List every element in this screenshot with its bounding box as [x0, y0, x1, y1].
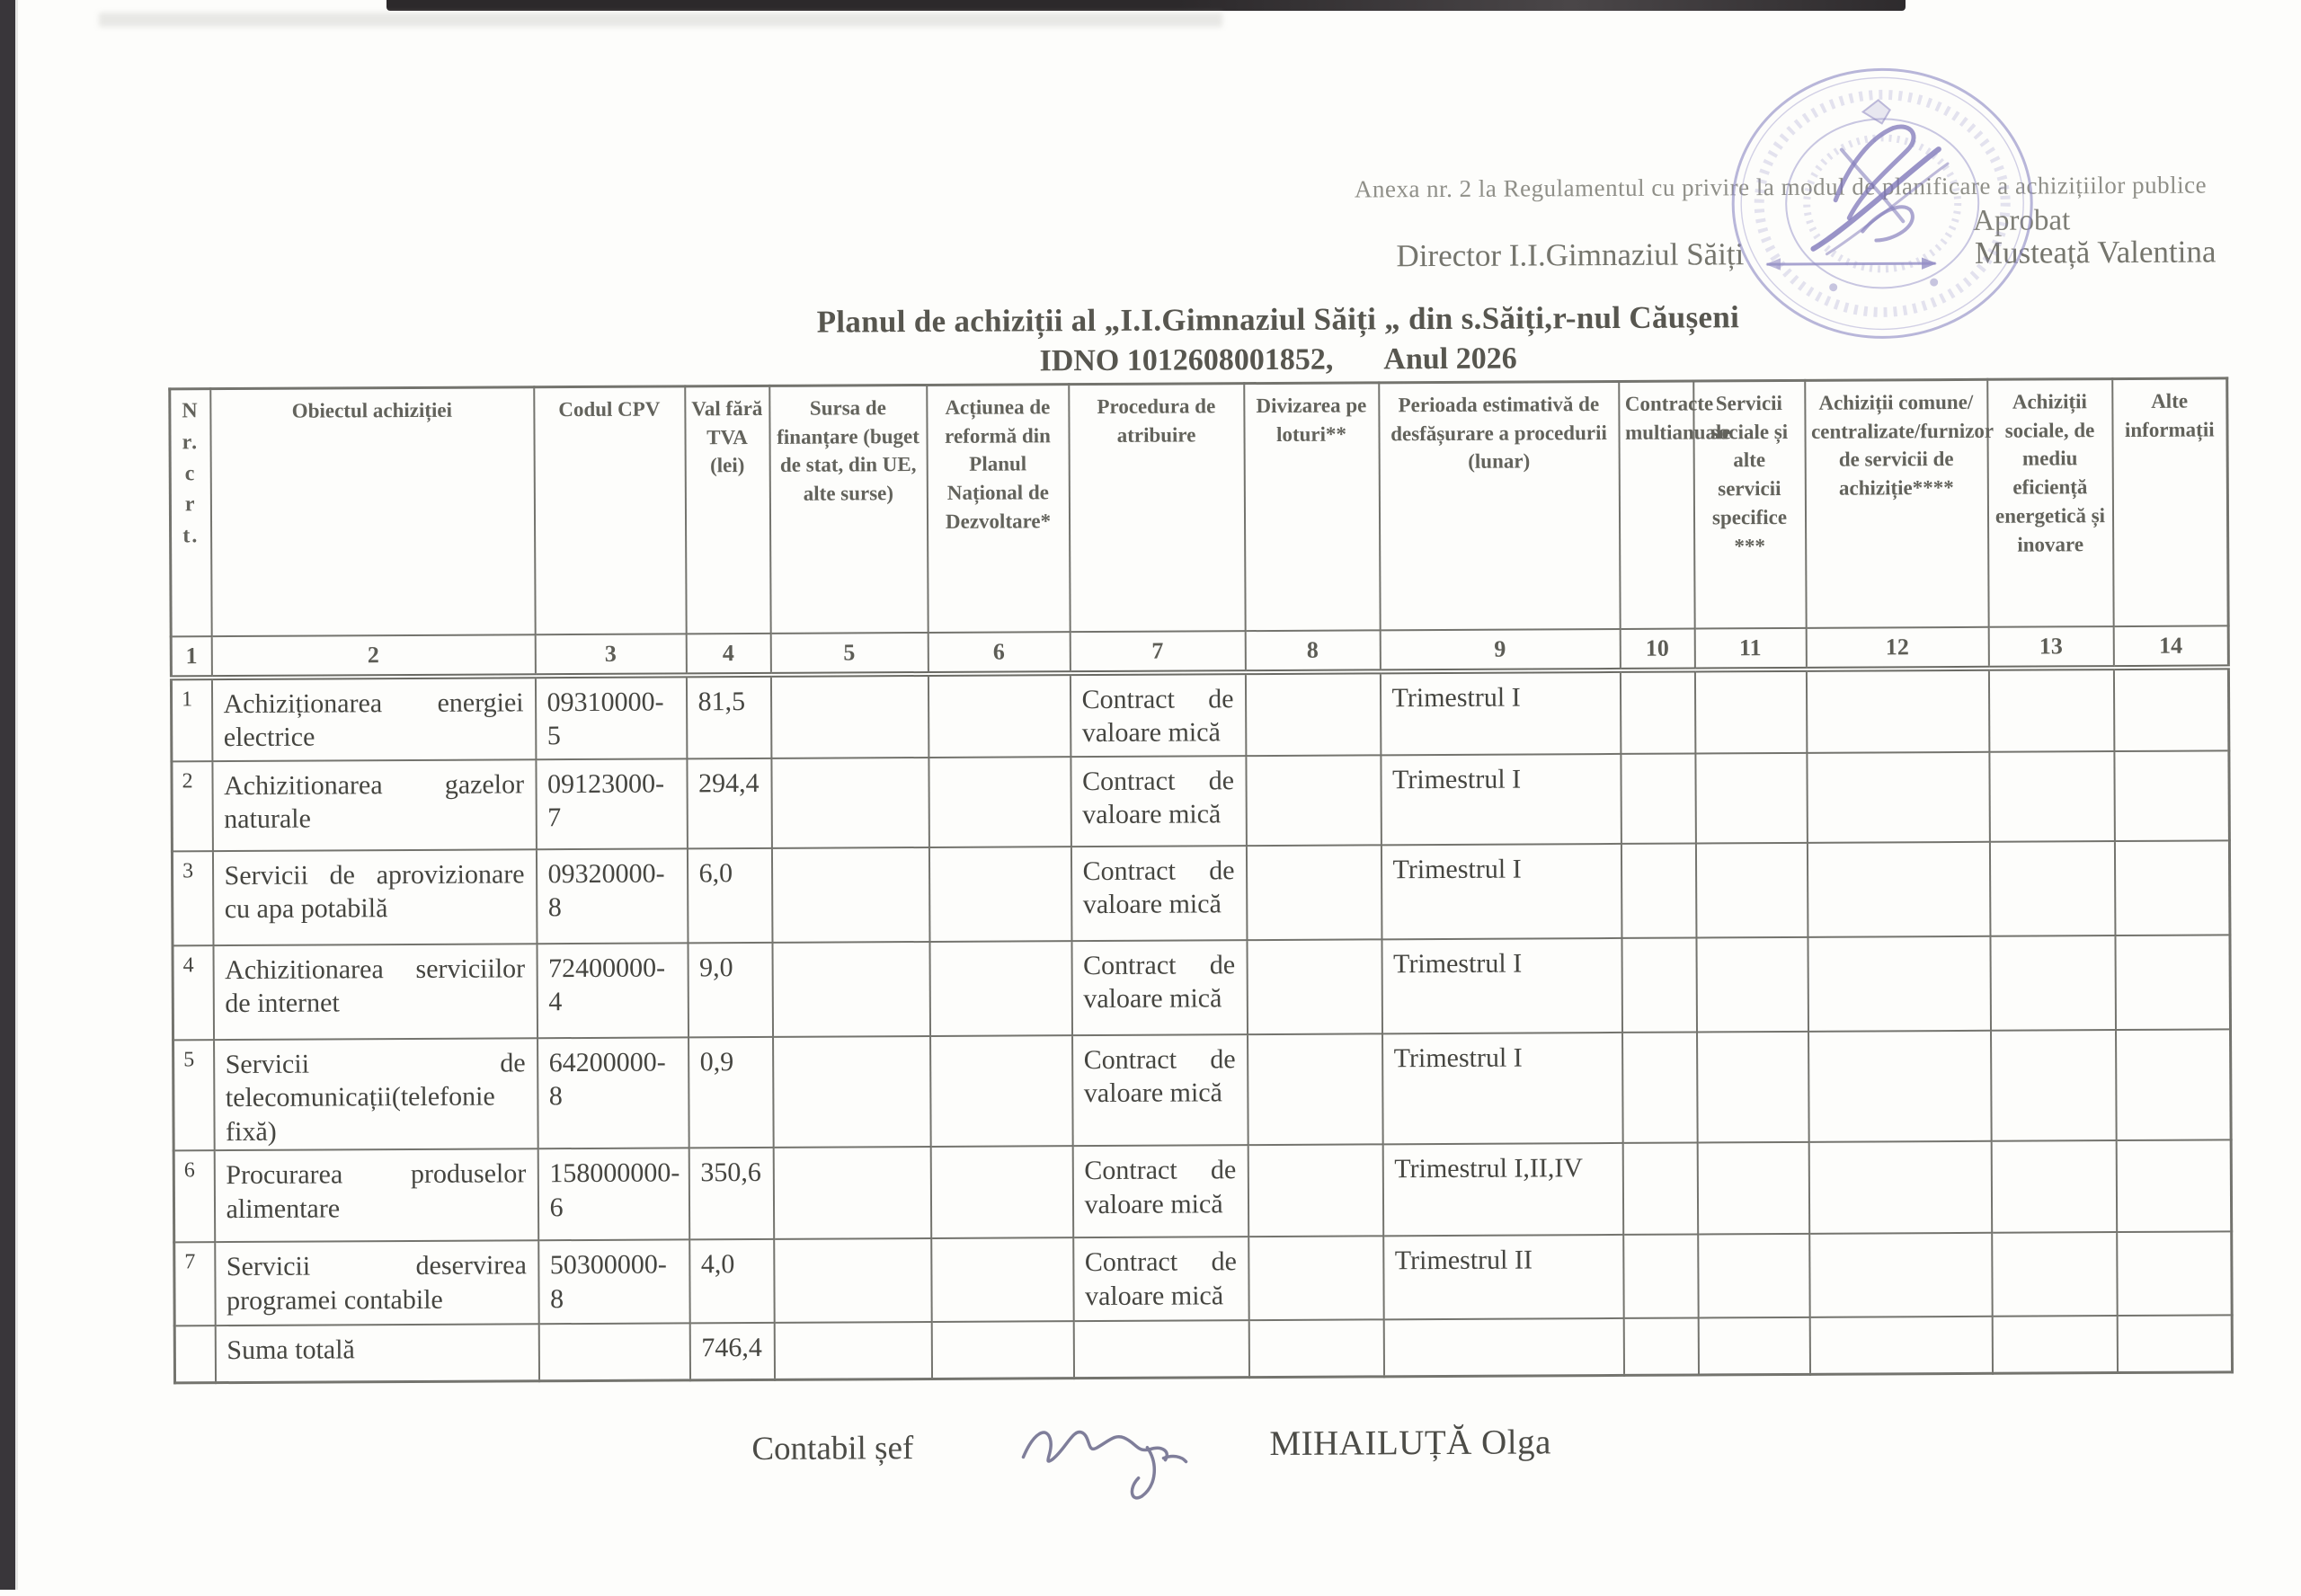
cell-nr: 4	[173, 945, 214, 1040]
col-number: 11	[1694, 627, 1806, 669]
cell-perioada: Trimestrul I	[1381, 937, 1622, 1033]
cell-cpv	[538, 1323, 689, 1381]
cell-actiune	[928, 847, 1071, 942]
cell-achizitii-comune	[1809, 1233, 1992, 1317]
cell-achizitii-comune	[1808, 935, 1991, 1031]
cell-nr: 5	[173, 1040, 215, 1151]
cell-servicii-sociale	[1695, 752, 1808, 843]
cell-contracte	[1623, 1234, 1698, 1317]
col-number: 3	[535, 634, 686, 676]
cell-perioada: Trimestrul I,II,IV	[1382, 1143, 1623, 1236]
cell-alte	[2117, 1315, 2232, 1373]
col-number: 13	[1988, 626, 2113, 669]
cell-sursa	[773, 1035, 931, 1147]
cell-obiect: Servicii de aprovizionare cu apa potabilă	[212, 849, 537, 945]
cell-actiune	[931, 1237, 1073, 1322]
director-name: Musteață Valentina	[1974, 234, 2217, 270]
cell-nr: 6	[173, 1150, 215, 1242]
accountant-signature	[1012, 1391, 1193, 1509]
table-row	[173, 1029, 2232, 1150]
cell-procedura	[1073, 1320, 1248, 1379]
cell-servicii-sociale	[1697, 1142, 1809, 1235]
cell-contracte	[1622, 1032, 1698, 1143]
document-title	[289, 297, 2267, 383]
cell-procedura: Contract de valoare mică	[1072, 1034, 1248, 1146]
cell-total-val: 746,4	[689, 1323, 774, 1380]
table-header-row	[170, 378, 2228, 636]
col-number: 14	[2113, 625, 2228, 668]
title-idno: IDNO 1012608001852,	[1039, 342, 1334, 378]
cell-procedura: Contract de valoare mică	[1070, 672, 1245, 757]
table-row	[171, 667, 2228, 761]
cell-obiect: Achiziționarea energiei electrice	[211, 676, 535, 761]
cell-divizare	[1248, 1236, 1383, 1320]
title-year: Anul 2026	[1383, 341, 1517, 377]
cell-achizitii-comune	[1807, 841, 1990, 936]
cell-perioada: Trimestrul II	[1383, 1235, 1623, 1319]
cell-actiune	[930, 1146, 1073, 1238]
cell-procedura: Contract de valoare mică	[1073, 1237, 1248, 1321]
title-line-2	[289, 338, 2267, 383]
cell-servicii-sociale	[1696, 936, 1808, 1032]
col-number: 12	[1806, 626, 1988, 669]
cell-alte	[2116, 1139, 2232, 1232]
cell-procedura: Contract de valoare mică	[1071, 846, 1247, 941]
cell-val: 0,9	[689, 1036, 774, 1148]
cell-sursa	[774, 1322, 931, 1380]
cell-alte	[2114, 750, 2230, 841]
cell-divizare	[1246, 755, 1381, 846]
cell-achizitii-comune	[1808, 1030, 1992, 1141]
cell-val: 350,6	[689, 1148, 774, 1239]
cell-contracte	[1621, 753, 1696, 843]
cell-cpv: 09310000-5	[535, 675, 686, 759]
cell-achizitii-sociale	[1990, 935, 2116, 1031]
anexa-note: Anexa nr. 2 la Regulamentul cu privire la modul de planificare a achizițiilor publice	[1354, 171, 2208, 203]
cell-val: 4,0	[689, 1239, 774, 1323]
cell-cpv: 09320000-8	[536, 848, 688, 944]
cell-nr: 3	[172, 851, 213, 945]
col-number: 5	[770, 632, 928, 674]
cell-actiune	[929, 941, 1072, 1036]
cell-achizitii-sociale	[1989, 751, 2115, 842]
table-row	[173, 935, 2231, 1040]
col-header-contracte: Contracte multianuale	[1619, 381, 1694, 628]
cell-achizitii-sociale	[1992, 1316, 2117, 1374]
table-row	[172, 750, 2229, 851]
table-row	[174, 1231, 2232, 1326]
cell-cpv: 158000000-6	[537, 1148, 689, 1240]
col-header-procedura: Procedura de atribuire	[1069, 384, 1245, 632]
cell-val: 6,0	[687, 847, 772, 942]
col-number: 4	[686, 633, 770, 674]
cell-divizare	[1246, 845, 1381, 940]
cell-cpv: 64200000-8	[537, 1037, 689, 1148]
cell-total-label: Suma totală	[215, 1324, 538, 1383]
col-header-val: Val fără TVA (lei)	[685, 386, 770, 633]
cell-actiune	[930, 1035, 1073, 1147]
cell-alte	[2115, 935, 2231, 1030]
cell-sursa	[770, 673, 928, 758]
cell-procedura: Contract de valoare mică	[1071, 940, 1248, 1035]
title-line-1: Planul de achiziții al „I.I.Gimnaziul Săiți „ din s.Săiți,r-nul Căușeni	[816, 299, 1740, 340]
cell-servicii-sociale	[1698, 1234, 1809, 1318]
cell-sursa	[772, 941, 930, 1036]
col-number: 10	[1620, 628, 1694, 669]
cell-achizitii-sociale	[1988, 668, 2113, 752]
col-header-sursa: Sursa de finanțare (buget de stat, din UE, alte surse)	[769, 385, 928, 633]
cell-servicii-sociale	[1698, 1317, 1809, 1376]
col-number: 9	[1380, 628, 1620, 670]
cell-obiect: Achizitionarea gazelor naturale	[212, 759, 537, 851]
col-header-perioada: Perioada estimativă de desfășurare a procedurii (lunar)	[1379, 381, 1620, 629]
cell-achizitii-sociale	[1991, 1030, 2117, 1141]
cell-alte	[2113, 667, 2228, 751]
col-number: 1	[171, 636, 211, 678]
col-number: 7	[1070, 631, 1245, 673]
cell-val: 294,4	[687, 758, 772, 847]
cell-divizare	[1248, 1319, 1383, 1378]
cell-obiect: Procurarea produselor alimentare	[214, 1148, 538, 1242]
cell-divizare	[1247, 939, 1382, 1034]
cell-servicii-sociale	[1697, 1031, 1809, 1142]
col-number: 2	[211, 634, 535, 678]
cell-alte	[2114, 840, 2230, 935]
cell-perioada: Trimestrul I	[1380, 669, 1620, 754]
accountant-name: MIHAILUȚĂ Olga	[1269, 1423, 1552, 1463]
cell-achizitii-sociale	[1992, 1232, 2117, 1317]
table-row	[173, 1139, 2232, 1242]
col-header-actiune: Acțiunea de reformă din Planul Național de Dezvoltare*	[927, 385, 1070, 633]
cell-sursa	[773, 1147, 931, 1239]
cell-perioada: Trimestrul I	[1382, 1032, 1623, 1144]
cell-divizare	[1245, 671, 1380, 756]
cell-sursa	[771, 847, 929, 942]
cell-actiune	[928, 757, 1071, 847]
cell-perioada: Trimestrul I	[1381, 843, 1621, 938]
col-number: 8	[1245, 630, 1380, 672]
procurement-plan-table	[168, 377, 2234, 1384]
cell-alte	[2116, 1029, 2232, 1140]
cell-achizitii-comune	[1807, 751, 1990, 842]
cell-obiect: Achizitionarea serviciilor de internet	[213, 944, 537, 1040]
cell-achizitii-sociale	[1989, 841, 2115, 936]
cell-divizare	[1248, 1144, 1383, 1237]
cell-nr: 7	[174, 1242, 215, 1326]
cell-val: 9,0	[688, 942, 773, 1036]
director-title: Director I.I.Gimnaziul Săiți	[1396, 236, 1745, 274]
col-header-achizitii-sociale: Achiziții sociale, de mediu eficiență energetică și inovare	[1987, 379, 2113, 627]
cell-perioada: Trimestrul I	[1381, 753, 1621, 844]
cell-actiune	[931, 1321, 1073, 1379]
cell-divizare	[1248, 1033, 1383, 1145]
cell-cpv: 50300000-8	[538, 1239, 689, 1324]
col-header-obiect: Obiectul achiziției	[210, 387, 535, 636]
cell-procedura: Contract de valoare mică	[1071, 756, 1247, 847]
cell-obiect: Servicii de telecomunicații(telefonie fixă)	[214, 1038, 538, 1150]
cell-contracte	[1620, 669, 1694, 753]
cell-contracte	[1622, 1142, 1698, 1234]
cell-sursa	[774, 1238, 931, 1323]
cell-contracte	[1621, 937, 1697, 1032]
col-header-achizitii-comune: Achiziții comune/ centralizate/furnizor de servicii de achiziție****	[1805, 379, 1988, 627]
cell-nr: 2	[172, 761, 213, 851]
approval-label: Aprobat	[1973, 204, 2071, 237]
cell-sursa	[771, 757, 929, 847]
cell-achizitii-comune	[1806, 668, 1988, 752]
col-header-servicii-sociale: Servicii sociale și alte servicii specifice ***	[1693, 380, 1806, 628]
cell-actiune	[928, 673, 1070, 758]
cell-achizitii-comune	[1809, 1317, 1992, 1375]
col-header-cpv: Codul CPV	[534, 386, 686, 634]
col-header-divizare: Divizarea pe loturi**	[1244, 383, 1380, 631]
cell-val: 81,5	[686, 674, 770, 758]
cell-contracte	[1623, 1317, 1698, 1375]
cell-alte	[2117, 1231, 2232, 1316]
total-row	[174, 1315, 2232, 1383]
cell-cpv: 72400000-4	[537, 943, 689, 1038]
cell-servicii-sociale	[1695, 842, 1808, 937]
cell-nr: 1	[171, 678, 211, 761]
cell-servicii-sociale	[1694, 669, 1806, 753]
cell-achizitii-comune	[1808, 1141, 1992, 1234]
cell-obiect: Servicii deservirea programei contabile	[215, 1240, 538, 1326]
col-header-alte: Alte informații	[2112, 378, 2228, 626]
cell-contracte	[1621, 843, 1696, 937]
cell-achizitii-sociale	[1991, 1140, 2117, 1233]
cell-perioada	[1383, 1318, 1623, 1377]
table-row	[172, 840, 2230, 945]
director-signature	[1813, 100, 1949, 254]
col-number: 6	[928, 632, 1070, 674]
cell-nr	[174, 1326, 215, 1383]
col-header-nr: Nr. crt.	[170, 389, 211, 636]
cell-cpv: 09123000-7	[536, 758, 688, 849]
accountant-label: Contabil șef	[751, 1430, 914, 1468]
cell-procedura: Contract de valoare mică	[1072, 1145, 1248, 1237]
